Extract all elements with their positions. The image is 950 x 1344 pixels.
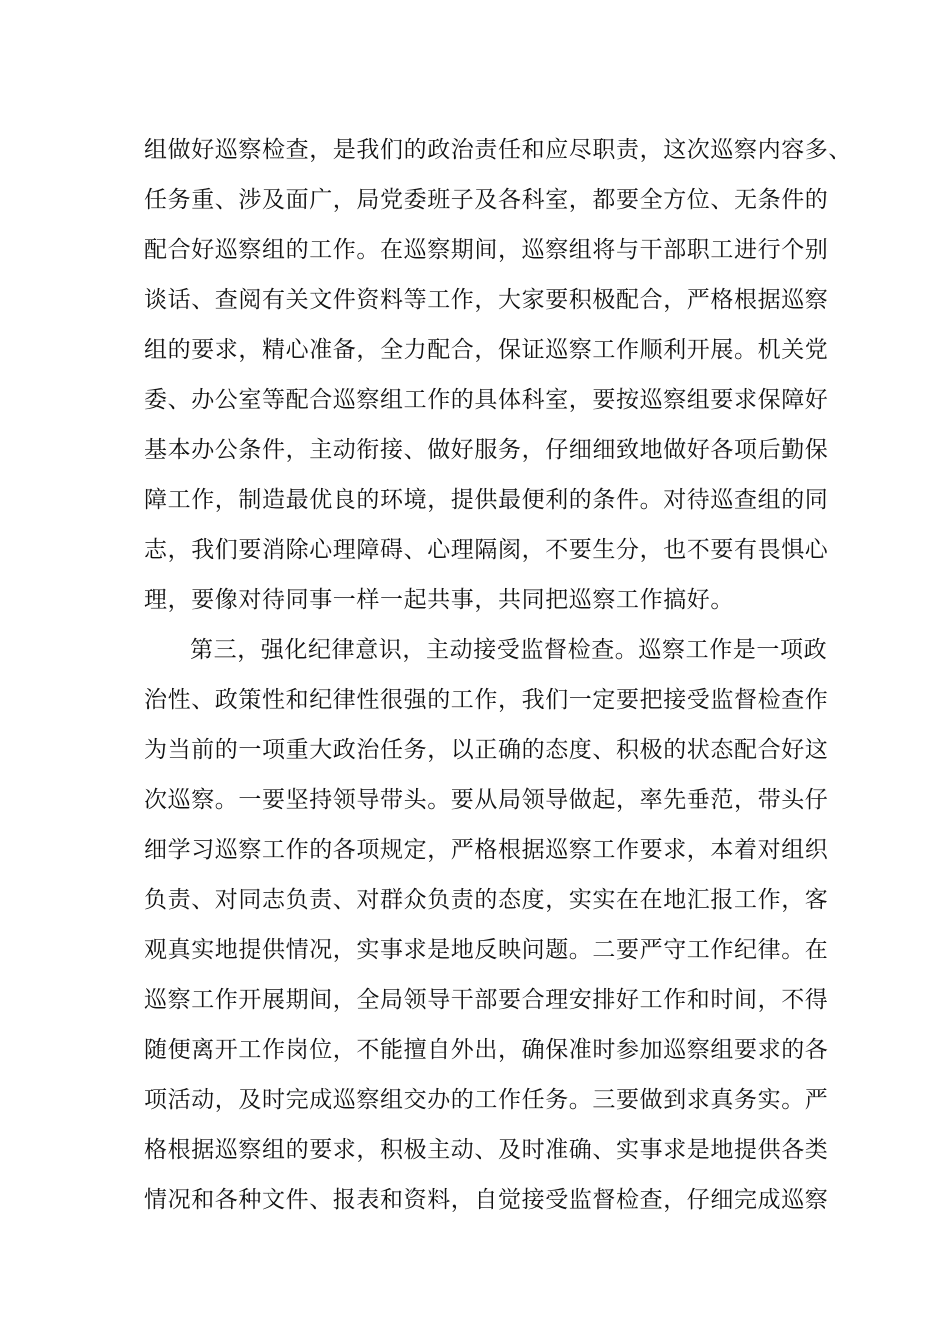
text-line: 格根据巡察组的要求，积极主动、及时准确、实事求是地提供各类: [144, 1137, 829, 1163]
text-line: 为当前的一项重大政治任务，以正确的态度、积极的状态配合好这: [144, 737, 829, 763]
text-line: 障工作，制造最优良的环境，提供最便利的条件。对待巡查组的同: [144, 487, 829, 513]
text-line: 观真实地提供情况，实事求是地反映问题。二要严守工作纪律。在: [144, 937, 829, 963]
text-line: 组的要求，精心准备，全力配合，保证巡察工作顺利开展。机关党: [144, 337, 829, 363]
text-line: 细学习巡察工作的各项规定，严格根据巡察工作要求，本着对组织: [144, 837, 829, 863]
text-line: 项活动，及时完成巡察组交办的工作任务。三要做到求真务实。严: [144, 1087, 829, 1113]
text-line: 委、办公室等配合巡察组工作的具体科室，要按巡察组要求保障好: [144, 387, 829, 413]
text-line: 任务重、涉及面广，局党委班子及各科室，都要全方位、无条件的: [144, 187, 829, 213]
text-line: 谈话、查阅有关文件资料等工作，大家要积极配合，严格根据巡察: [144, 287, 829, 313]
text-line: 负责、对同志负责、对群众负责的态度，实实在在地汇报工作，客: [144, 887, 829, 913]
text-line: 组做好巡察检查，是我们的政治责任和应尽职责，这次巡察内容多、: [144, 137, 852, 163]
text-line: 基本办公条件，主动衔接、做好服务，仔细细致地做好各项后勤保: [144, 437, 829, 463]
text-line: 配合好巡察组的工作。在巡察期间，巡察组将与干部职工进行个别: [144, 237, 829, 263]
paragraph-first-line: 第三，强化纪律意识，主动接受监督检查。巡察工作是一项政: [190, 637, 828, 663]
text-line: 巡察工作开展期间，全局领导干部要合理安排好工作和时间，不得: [144, 987, 829, 1013]
text-line: 治性、政策性和纪律性很强的工作，我们一定要把接受监督检查作: [144, 687, 829, 713]
text-line: 随便离开工作岗位，不能擅自外出，确保准时参加巡察组要求的各: [144, 1037, 829, 1063]
text-line: 志，我们要消除心理障碍、心理隔阂，不要生分，也不要有畏惧心: [144, 537, 829, 563]
text-line: 情况和各种文件、报表和资料，自觉接受监督检查，仔细完成巡察: [144, 1187, 829, 1213]
text-line: 理，要像对待同事一样一起共事，共同把巡察工作搞好。: [144, 587, 734, 613]
text-line: 次巡察。一要坚持领导带头。要从局领导做起，率先垂范，带头仔: [144, 787, 829, 813]
